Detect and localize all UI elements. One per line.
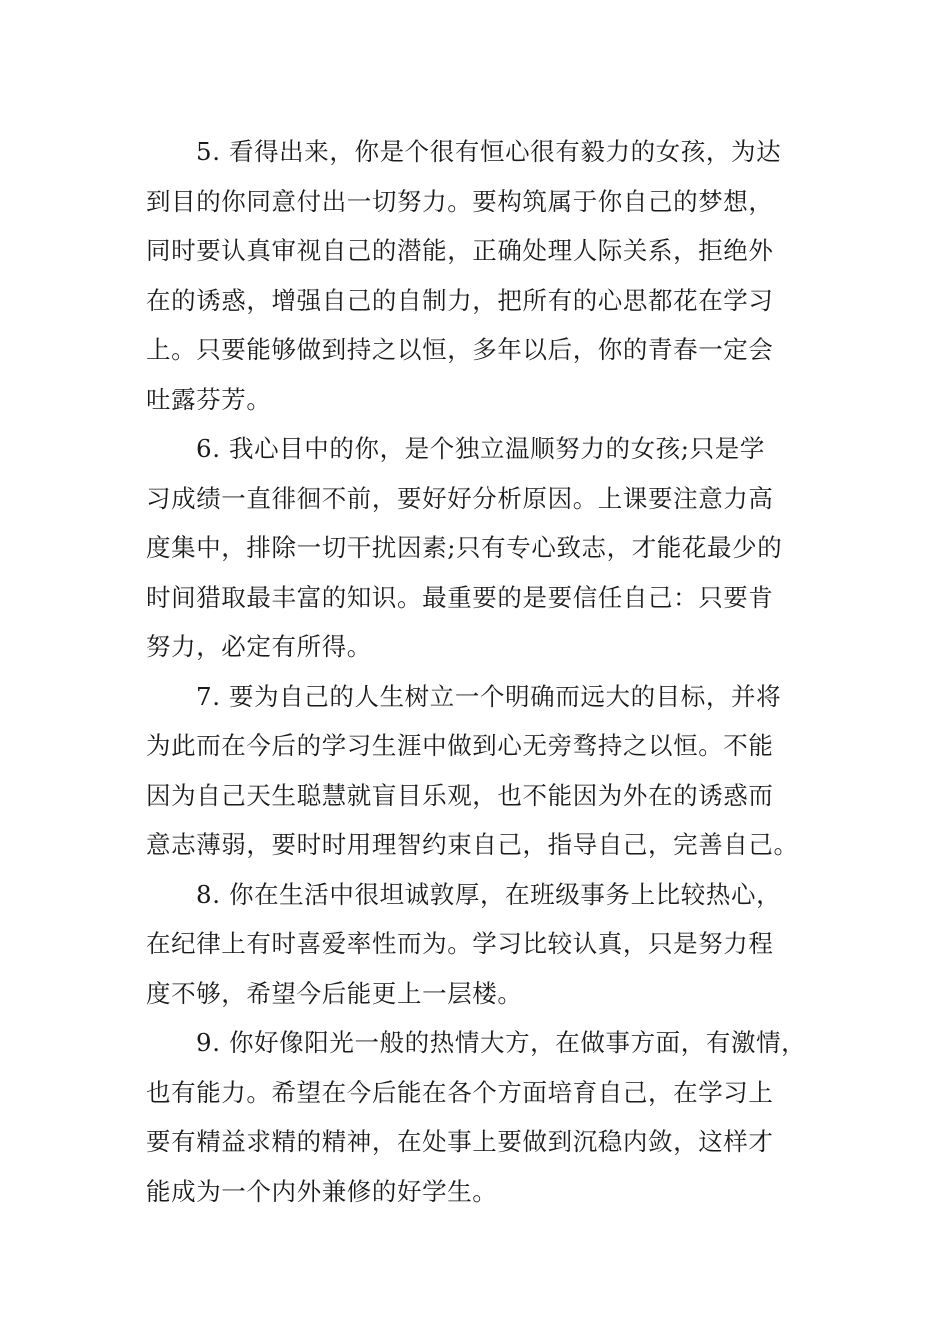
paragraph-line: 同时要认真审视自己的潜能，正确处理人际关系，拒绝外	[146, 236, 774, 265]
paragraph-line: 吐露芬芳。	[146, 384, 272, 414]
paragraph-line: 到目的你同意付出一切努力。要构筑属于你自己的梦想，	[146, 186, 774, 216]
paragraph-7	[146, 672, 810, 870]
document-body	[146, 127, 810, 1216]
paragraph-line-text: 看得出来，你是个很有恒心很有毅力的女孩，为达	[228, 137, 782, 166]
paragraph-number: 9.	[196, 1028, 221, 1057]
paragraph-line-text: 要为自己的人生树立一个明确而远大的目标，并将	[228, 681, 782, 711]
paragraph-number: 5.	[196, 137, 221, 166]
paragraph-line: 度不够，希望今后能更上一层楼。	[146, 978, 523, 1008]
paragraph-line: 在纪律上有时喜爱率性而为。学习比较认真，只是努力程	[146, 929, 774, 958]
paragraph-line-text: 你好像阳光一般的热情大方，在做事方面，有激情，	[228, 1028, 807, 1057]
paragraph-first-line	[146, 424, 810, 474]
paragraph-line: 因为自己天生聪慧就盲目乐观，也不能因为外在的诱惑而	[146, 780, 774, 810]
paragraph-line: 为此而在今后的学习生涯中做到心无旁骛持之以恒。不能	[146, 731, 774, 760]
paragraph-first-line	[146, 1018, 810, 1068]
paragraph-first-line	[146, 127, 810, 177]
paragraph-5	[146, 127, 810, 424]
paragraph-line: 在的诱惑，增强自己的自制力，把所有的心思都花在学习	[146, 285, 774, 315]
paragraph-first-line	[146, 870, 810, 920]
paragraph-first-line	[146, 672, 810, 722]
paragraph-line-text: 我心目中的你，是个独立温顺努力的女孩;只是学	[228, 434, 765, 463]
paragraph-line: 时间猎取最丰富的知识。最重要的是要信任自己：只要肯	[146, 582, 774, 612]
paragraph-number: 6.	[196, 434, 221, 463]
paragraph-number: 7.	[196, 681, 221, 711]
paragraph-line: 努力，必定有所得。	[146, 632, 372, 661]
paragraph-line: 上。只要能够做到持之以恒，多年以后，你的青春一定会	[146, 335, 774, 364]
paragraph-8	[146, 870, 810, 1019]
paragraph-line: 能成为一个内外兼修的好学生。	[146, 1176, 498, 1206]
paragraph-line-text: 你在生活中很坦诚敦厚，在班级事务上比较热心，	[228, 879, 782, 909]
paragraph-6	[146, 424, 810, 672]
paragraph-line: 意志薄弱，要时时用理智约束自己，指导自己，完善自己。	[146, 830, 799, 859]
paragraph-line: 度集中，排除一切干扰因素;只有专心致志，才能花最少的	[146, 533, 783, 562]
paragraph-number: 8.	[196, 879, 221, 909]
paragraph-line: 要有精益求精的精神，在处事上要做到沉稳内敛，这样才	[146, 1127, 774, 1156]
paragraph-9	[146, 1018, 810, 1216]
paragraph-line: 也有能力。希望在今后能在各个方面培育自己，在学习上	[146, 1077, 774, 1107]
paragraph-line: 习成绩一直徘徊不前，要好好分析原因。上课要注意力高	[146, 483, 774, 513]
